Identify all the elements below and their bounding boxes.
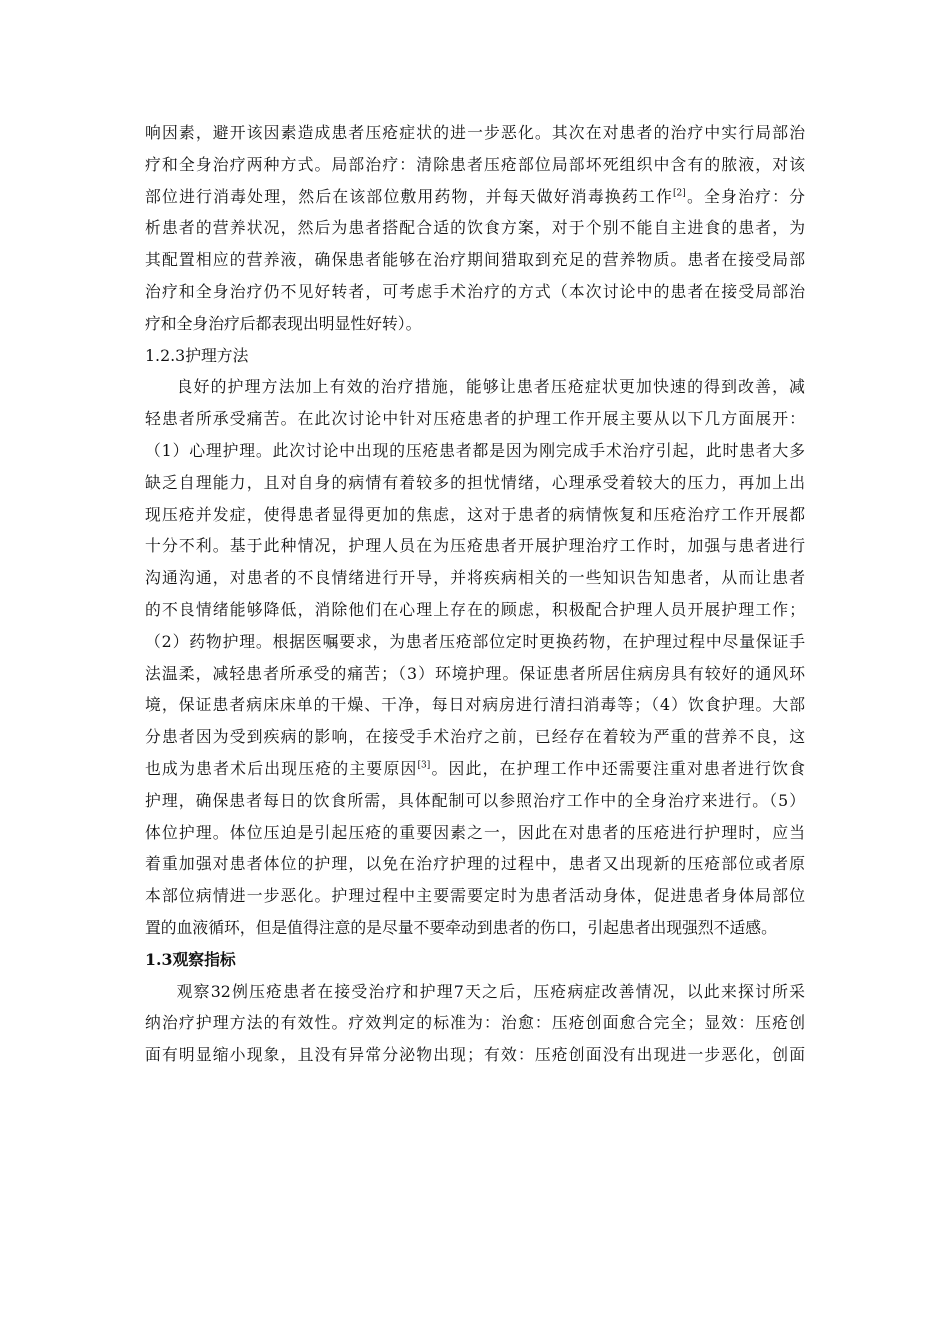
text-segment: 部位进行消毒处理，然后在该部位敷用药物，并每天做好消毒换药工作 xyxy=(145,186,673,206)
text-line: 本部位病情进一步恶化。护理过程中主要需要定时为患者活动身体，促进患者身体局部位 xyxy=(145,886,805,906)
text-line: 疗和全身治疗后都表现出明显性好转）。 xyxy=(145,313,422,333)
text-segment: 。因此，在护理工作中还需要注重对患者进行饮食 xyxy=(430,758,805,778)
text-line: 观察32例压疮患者在接受治疗和护理7天之后，压疮病症改善情况，以此来探讨所采 xyxy=(176,981,805,1001)
section-heading-1-2-3: 1.2.3护理方法 xyxy=(145,345,249,365)
text-line: 析患者的营养状况，然后为患者搭配合适的饮食方案，对于个别不能自主进食的患者，为 xyxy=(145,218,805,238)
text-line: 现压疮并发症，使得患者显得更加的焦虑，这对于患者的病情恢复和压疮治疗工作开展都 xyxy=(145,504,805,524)
citation-marker: [2] xyxy=(673,188,686,199)
text-line: 体位护理。体位压迫是引起压疮的重要因素之一，因此在对患者的压疮进行护理时，应当 xyxy=(145,822,805,842)
text-line: 的不良情绪能够降低，消除他们在心理上存在的顾虑，积极配合护理人员开展护理工作； xyxy=(145,599,805,619)
text-line: 缺乏自理能力，且对自身的病情有着较多的担忧情绪，心理承受着较大的压力，再加上出 xyxy=(145,472,805,492)
citation-marker: [3] xyxy=(417,760,431,771)
text-segment: 也成为患者术后出现压疮的主要原因 xyxy=(145,758,418,778)
text-line: 良好的护理方法加上有效的治疗措施，能够让患者压疮症状更加快速的得到改善，减 xyxy=(176,377,805,397)
text-line: （1）心理护理。此次讨论中出现的压疮患者都是因为刚完成手术治疗引起，此时患者大多 xyxy=(145,440,805,460)
text-line: 其配置相应的营养液，确保患者能够在治疗期间猎取到充足的营养物质。患者在接受局部 xyxy=(145,250,805,270)
text-line: 沟通沟通，对患者的不良情绪进行开导，并将疾病相关的一些知识告知患者，从而让患者 xyxy=(145,568,805,588)
text-line: （2）药物护理。根据医嘱要求，为患者压疮部位定时更换药物，在护理过程中尽量保证手 xyxy=(145,631,805,651)
text-line: 疗和全身治疗两种方式。局部治疗：清除患者压疮部位局部坏死组织中含有的脓液，对该 xyxy=(145,154,805,174)
text-line: 轻患者所承受痛苦。在此次讨论中针对压疮患者的护理工作开展主要从以下几方面展开： xyxy=(145,409,805,429)
text-line: 分患者因为受到疾病的影响，在接受手术治疗之前，已经存在着较为严重的营养不良，这 xyxy=(145,727,805,747)
text-line: 治疗和全身治疗仍不见好转者，可考虑手术治疗的方式（本次讨论中的患者在接受局部治 xyxy=(145,281,805,301)
document-body xyxy=(145,117,805,1071)
text-line: 着重加强对患者体位的护理，以免在治疗护理的过程中，患者又出现新的压疮部位或者原 xyxy=(145,854,805,874)
text-line: 面有明显缩小现象，且没有异常分泌物出现；有效：压疮创面没有出现进一步恶化，创面 xyxy=(145,1045,805,1065)
text-segment: 。全身治疗：分 xyxy=(685,186,805,206)
text-line: 境，保证患者病床床单的干燥、干净，每日对病房进行清扫消毒等；（4）饮食护理。大部 xyxy=(145,695,805,715)
text-line: 护理，确保患者每日的饮食所需，具体配制可以参照治疗工作中的全身治疗来进行。（5） xyxy=(145,790,805,810)
text-line: 置的血液循环，但是值得注意的是尽量不要牵动到患者的伤口，引起患者出现强烈不适感。 xyxy=(145,917,777,937)
text-line-with-citation xyxy=(145,181,805,213)
text-line: 十分不利。基于此种情况，护理人员在为压疮患者开展护理治疗工作时，加强与患者进行 xyxy=(145,536,805,556)
section-heading-1-3: 1.3观察指标 xyxy=(145,949,236,969)
text-line-with-citation xyxy=(145,753,805,785)
text-line: 响因素，避开该因素造成患者压疮症状的进一步恶化。其次在对患者的治疗中实行局部治 xyxy=(145,123,805,142)
text-line: 纳治疗护理方法的有效性。疗效判定的标准为：治愈：压疮创面愈合完全；显效：压疮创 xyxy=(145,1013,805,1033)
text-line: 法温柔，减轻患者所承受的痛苦；（3）环境护理。保证患者所居住病房具有较好的通风环 xyxy=(145,663,805,683)
